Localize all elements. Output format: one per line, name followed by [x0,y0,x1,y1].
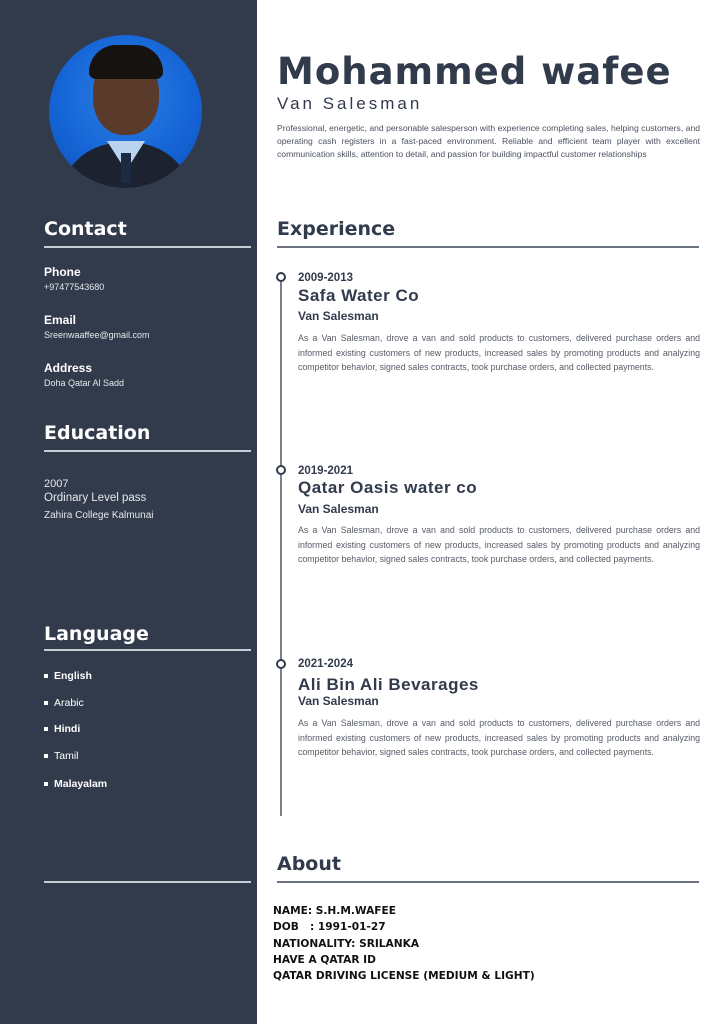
experience-description: As a Van Salesman, drove a van and sold products to customers, delivered purchase orders and informed existing customers of new products, increased sales by promoting products and analyzing competitor behavior, signed sales contracts, took purchase orders, and collected payments. [298,718,700,758]
education-school: Zahira College Kalmunai [44,510,154,521]
bullet-icon [44,674,48,678]
language-item: Tamil [44,750,79,762]
language-divider [44,649,251,651]
contact-divider [44,246,251,248]
candidate-title: Van Salesman [277,94,423,113]
language-item: English [44,670,92,682]
language-item: Hindi [44,723,80,735]
education-qualification: Ordinary Level pass [44,492,147,504]
language-item: Malayalam [44,778,107,790]
experience-years: 2009-2013 [298,272,353,284]
education-year: 2007 [44,478,69,490]
email-value: Sreenwaaffee@gmail.com [44,330,150,340]
experience-role: Van Salesman [298,694,379,708]
about-line: NAME: S.H.M.WAFEE [273,905,396,917]
about-heading: About [277,853,341,875]
experience-description: As a Van Salesman, drove a van and sold products to customers, delivered purchase orders and informed existing customers of new products, increased sales by promoting products and analyzing competitor behavior, signed sales contracts, took purchase orders, and collected payments. [298,333,700,373]
experience-company: Qatar Oasis water co [298,478,478,497]
candidate-name: Mohammed wafee [277,50,672,93]
education-heading: Education [44,422,151,444]
address-label: Address [44,361,93,375]
language-item: Arabic [44,697,84,709]
language-heading: Language [44,623,149,645]
profile-summary: Professional, energetic, and personable salesperson with experience completing sales, helping customers, and operating cash registers in a fast-paced environment. Reliable and efficient team player with excellent communication skills, attention to detail, and passion for building impactful customer relationships [277,123,700,159]
about-line: DOB : 1991-01-27 [273,921,386,933]
contact-heading: Contact [44,218,127,240]
timeline-node [276,659,286,669]
experience-divider [277,246,699,248]
experience-heading: Experience [277,218,396,240]
timeline-line [280,276,282,816]
profile-photo [49,35,202,188]
experience-role: Van Salesman [298,309,379,323]
sidebar-bottom-divider [44,881,251,883]
address-value: Doha Qatar Al Sadd [44,378,125,388]
about-line: HAVE A QATAR ID [273,954,376,966]
about-divider [277,881,699,883]
experience-years: 2021-2024 [298,658,353,670]
email-label: Email [44,313,77,327]
bullet-icon [44,727,48,731]
bullet-icon [44,782,48,786]
timeline-node [276,465,286,475]
experience-company: Safa Water Co [298,286,420,305]
phone-label: Phone [44,265,81,279]
about-line: QATAR DRIVING LICENSE (MEDIUM & LIGHT) [273,970,535,982]
bullet-icon [44,754,48,758]
education-divider [44,450,251,452]
experience-company: Ali Bin Ali Bevarages [298,675,479,694]
timeline-node [276,272,286,282]
sidebar [0,0,257,1024]
bullet-icon [44,701,48,705]
experience-role: Van Salesman [298,502,379,516]
about-line: NATIONALITY: SRILANKA [273,938,420,950]
phone-value: +97477543680 [44,282,105,292]
experience-years: 2019-2021 [298,465,353,477]
experience-description: As a Van Salesman, drove a van and sold products to customers, delivered purchase orders and informed existing customers of new products, increased sales by promoting products and analyzing competitor behavior, signed sales contracts, took purchase orders, and collected payments. [298,525,700,565]
